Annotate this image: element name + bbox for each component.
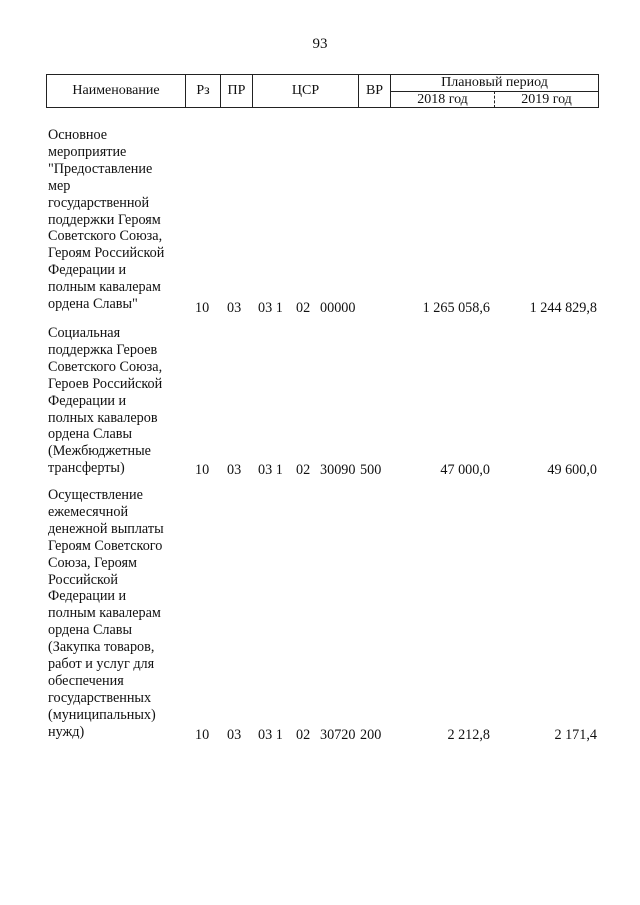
row-value-2019: 2 171,4 bbox=[554, 727, 597, 744]
header-name: Наименование bbox=[46, 74, 186, 108]
header-year-2018: 2018 год bbox=[390, 91, 495, 108]
row-csr-program: 03 1 bbox=[258, 727, 283, 744]
row-rz: 10 bbox=[195, 727, 210, 744]
row-vr: 200 bbox=[360, 727, 382, 744]
row-vr: 500 bbox=[360, 462, 382, 479]
row-value-2019: 49 600,0 bbox=[547, 462, 597, 479]
row-pr: 03 bbox=[227, 727, 242, 744]
row-pr: 03 bbox=[227, 462, 242, 479]
row-name: Социальная поддержка Героев Советского Союза, Героев Российской Федерации и полных кавалеров ордена Славы (Межбюджетные трансферты) bbox=[48, 325, 163, 477]
table-header bbox=[46, 74, 599, 108]
row-csr-subprogram: 02 bbox=[296, 727, 311, 744]
header-pr: ПР bbox=[220, 74, 253, 108]
row-value-2018: 1 265 058,6 bbox=[422, 300, 490, 317]
row-csr-subprogram: 02 bbox=[296, 300, 311, 317]
header-planned-period: Плановый период bbox=[390, 74, 599, 92]
header-year-2019: 2019 год bbox=[494, 91, 599, 108]
row-pr: 03 bbox=[227, 300, 242, 317]
row-name: Осуществление ежемесячной денежной выплаты Героям Советского Союза, Героям Российской Федерации и полным кавалерам ордена Славы (Закупка товаров, работ и услуг для обеспечения государственных (муниципальных) нужд) bbox=[48, 487, 164, 740]
header-csr: ЦСР bbox=[252, 74, 359, 108]
row-csr-direction: 30090 bbox=[320, 462, 356, 479]
page-number: 93 bbox=[312, 36, 328, 52]
table-row bbox=[46, 127, 599, 317]
row-csr-direction: 00000 bbox=[320, 300, 356, 317]
table-row bbox=[46, 325, 599, 479]
header-vr: ВР bbox=[358, 74, 391, 108]
row-value-2018: 2 212,8 bbox=[447, 727, 490, 744]
header-rz: Рз bbox=[185, 74, 221, 108]
table-row bbox=[46, 487, 599, 744]
row-csr-program: 03 1 bbox=[258, 462, 283, 479]
row-value-2018: 47 000,0 bbox=[440, 462, 490, 479]
row-value-2019: 1 244 829,8 bbox=[529, 300, 597, 317]
row-csr-direction: 30720 bbox=[320, 727, 356, 744]
row-rz: 10 bbox=[195, 300, 210, 317]
row-rz: 10 bbox=[195, 462, 210, 479]
row-csr-program: 03 1 bbox=[258, 300, 283, 317]
row-name: Основное мероприятие "Предоставление мер государственной поддержки Героям Советского Союза, Героям Российской Федерации и полным кавалерам ордена Славы" bbox=[48, 127, 165, 313]
row-csr-subprogram: 02 bbox=[296, 462, 311, 479]
